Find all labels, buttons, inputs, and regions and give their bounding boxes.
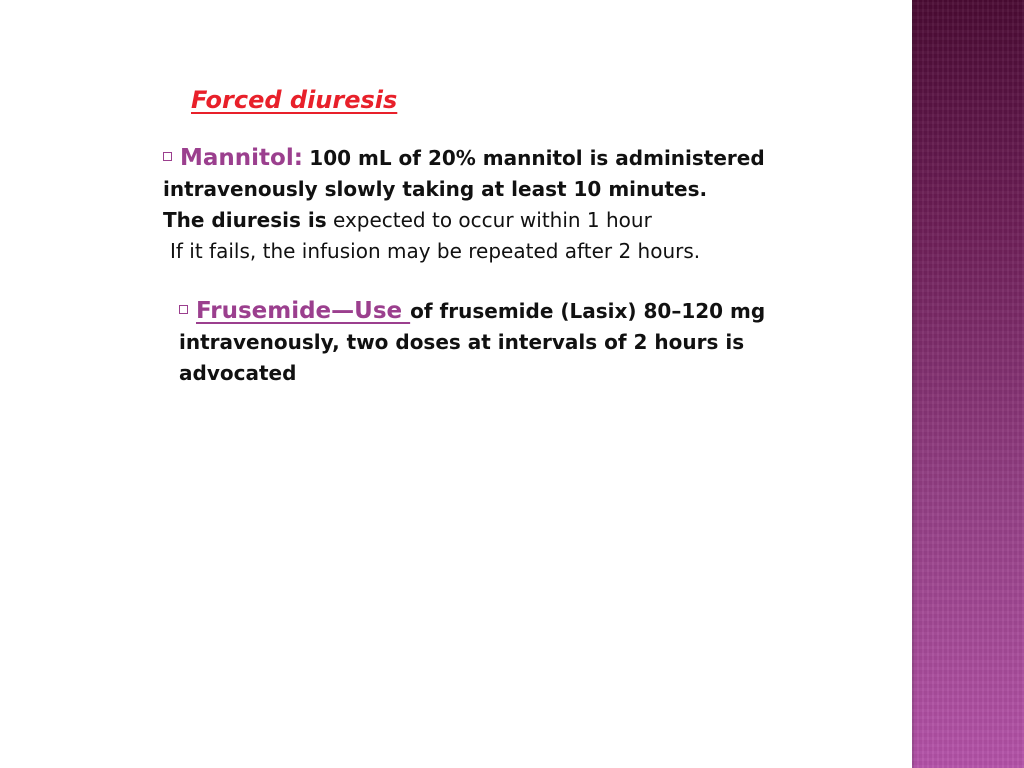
mannitol-line-1 (163, 143, 765, 174)
mannitol-paragraph (163, 143, 765, 267)
mannitol-line-2: intravenously slowly taking at least 10 minutes. (163, 177, 708, 201)
slide-title: Forced diuresis (191, 86, 398, 114)
side-bar-texture (912, 0, 1024, 768)
frusemide-line-2: intravenously, two doses at intervals of 2 hours is (179, 330, 745, 354)
mannitol-line-3-text: expected to occur within 1 hour (333, 208, 652, 232)
frusemide-line-1-text: of frusemide (Lasix) 80–120 mg (410, 299, 766, 323)
side-bar-edge (912, 0, 914, 768)
mannitol-line-3-bold: The diuresis is (163, 208, 327, 232)
decorative-side-bar (912, 0, 1024, 768)
frusemide-line-1 (179, 296, 765, 327)
square-bullet-icon (163, 152, 172, 161)
frusemide-keyword: Frusemide—Use (196, 298, 411, 324)
mannitol-line-1-text: 100 mL of 20% mannitol is administered (309, 146, 765, 170)
frusemide-line-3: advocated (179, 361, 297, 385)
frusemide-keyword-group (179, 298, 410, 324)
mannitol-line-3 (163, 205, 765, 236)
square-bullet-icon (179, 305, 188, 314)
frusemide-paragraph (179, 296, 765, 389)
mannitol-keyword: Mannitol: (180, 145, 303, 171)
mannitol-line-4: If it fails, the infusion may be repeated after 2 hours. (170, 239, 701, 263)
